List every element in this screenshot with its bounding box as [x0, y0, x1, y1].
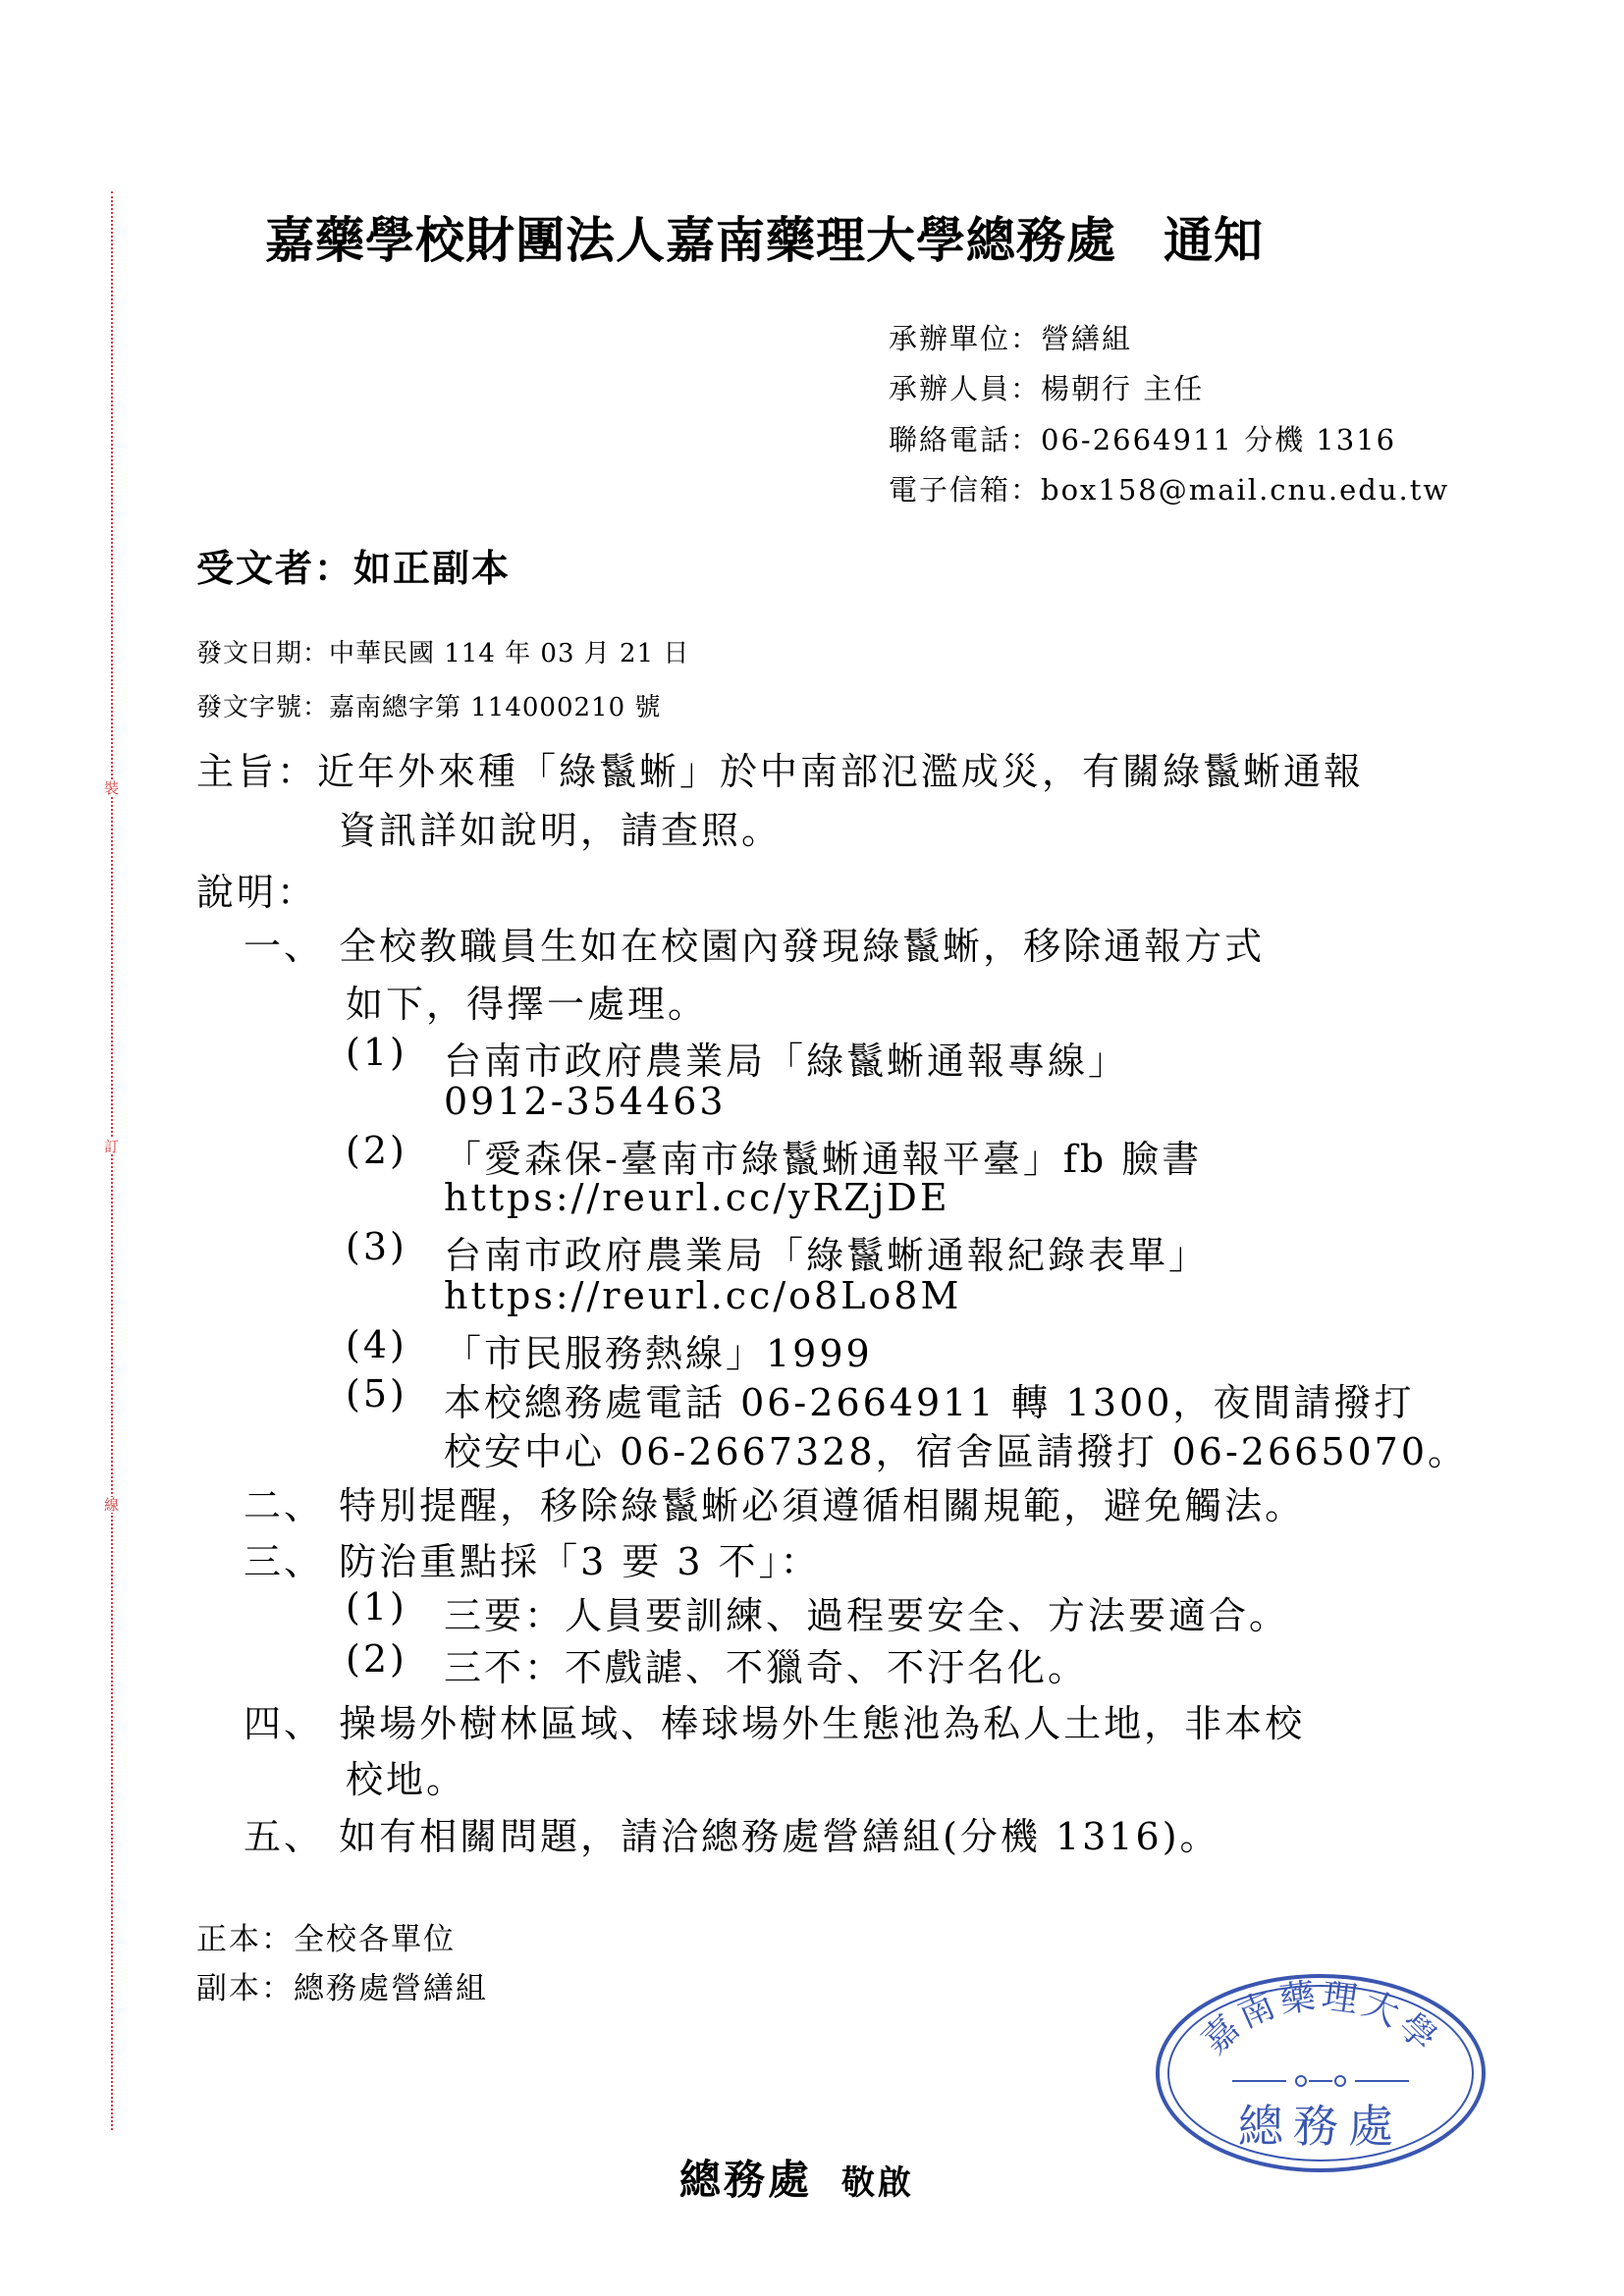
item1-line-1: 一、 全校教職員生如在校園內發現綠鬣蜥，移除通報方式: [244, 925, 1266, 968]
item3-sub2-number: (2): [346, 1637, 407, 1681]
sender-closing: 敬啟: [841, 2163, 915, 2203]
sub1-line-1: 台南市政府農業局「綠鬣蜥通報專線」: [444, 1040, 1129, 1083]
issue-number: 發文字號：嘉南總字第 114000210 號: [196, 693, 662, 722]
sub5-number: (5): [346, 1372, 407, 1415]
subject-line-1: 主旨：近年外來種「綠鬣蜥」於中南部氾濫成災，有關綠鬣蜥通報: [196, 750, 1365, 793]
item3-line: 三、 防治重點採「3 要 3 不」：: [244, 1540, 821, 1583]
item4-line-1: 四、 操場外樹林區域、棒球場外生態池為私人土地，非本校: [244, 1702, 1306, 1745]
sub2-number: (2): [346, 1129, 407, 1172]
title-main: 嘉藥學校財團法人嘉南藥理大學總務處: [265, 211, 1116, 269]
contact-email: 電子信箱：box158@mail.cnu.edu.tw: [889, 473, 1450, 507]
binding-mark-xian: 線: [104, 1496, 120, 1514]
sub4-number: (4): [346, 1323, 407, 1366]
item3-sub1-number: (1): [346, 1585, 407, 1629]
item5: 五、 如有相關問題，請洽總務處營繕組(分機 1316)。: [244, 1815, 1220, 1858]
item4-line-2: 校地。: [346, 1758, 467, 1801]
binding-line: [111, 191, 113, 2130]
contact-phone: 聯絡電話：06-2664911 分機 1316: [889, 423, 1397, 456]
sender-name: 總務處: [679, 2156, 813, 2204]
sub1-line-2: 0912-354463: [444, 1080, 727, 1123]
document-title: [265, 201, 1264, 272]
item3-sub1-text: 三要：人員要訓練、過程要安全、方法要適合。: [444, 1594, 1290, 1637]
binding-mark-zhuang: 裝: [104, 779, 120, 797]
sub3-line-1: 台南市政府農業局「綠鬣蜥通報紀錄表單」: [444, 1234, 1210, 1277]
subject-line-2: 資訊詳如說明，請查照。: [339, 809, 783, 852]
seal-ornament: [1232, 2076, 1409, 2086]
sub2-line-2: https://reurl.cc/yRZjDE: [444, 1176, 950, 1219]
item3-sub2-text: 三不：不戲謔、不獵奇、不汙名化。: [444, 1646, 1089, 1689]
sender-block: [679, 2148, 914, 2207]
sub2-line-1: 「愛森保-臺南市綠鬣蜥通報平臺」fb 臉書: [444, 1138, 1203, 1181]
contact-person: 承辦人員：楊朝行 主任: [889, 372, 1205, 405]
binding-mark-ding: 訂: [104, 1138, 120, 1155]
official-seal: [1154, 1973, 1488, 2174]
copies-original: 正本：全校各單位: [196, 1922, 456, 1957]
item2: 二、 特別提醒，移除綠鬣蜥必須遵循相關規範，避免觸法。: [244, 1484, 1306, 1527]
sub5-line-1: 本校總務處電話 06-2664911 轉 1300，夜間請撥打: [444, 1381, 1415, 1424]
sub4-line-1: 「市民服務熱線」1999: [444, 1332, 873, 1375]
title-suffix: 通知: [1164, 211, 1264, 269]
issue-date: 發文日期：中華民國 114 年 03 月 21 日: [196, 639, 690, 668]
sub1-number: (1): [346, 1031, 407, 1074]
sub3-line-2: https://reurl.cc/o8Lo8M: [444, 1274, 962, 1317]
seal-center-text: 總務處: [1238, 2100, 1403, 2153]
sub3-number: (3): [346, 1225, 407, 1268]
recipient: 受文者：如正副本: [196, 546, 512, 590]
contact-unit: 承辦單位：營繕組: [889, 322, 1133, 355]
seal-top-text: 嘉南藥理大學: [1194, 1975, 1447, 2062]
copies-copy: 副本：總務處營繕組: [196, 1971, 488, 2006]
item1-line-2: 如下，得擇一處理。: [346, 983, 709, 1026]
explanation-label: 說明：: [196, 871, 318, 914]
sub5-line-2: 校安中心 06-2667328，宿舍區請撥打 06-2665070。: [444, 1430, 1469, 1473]
